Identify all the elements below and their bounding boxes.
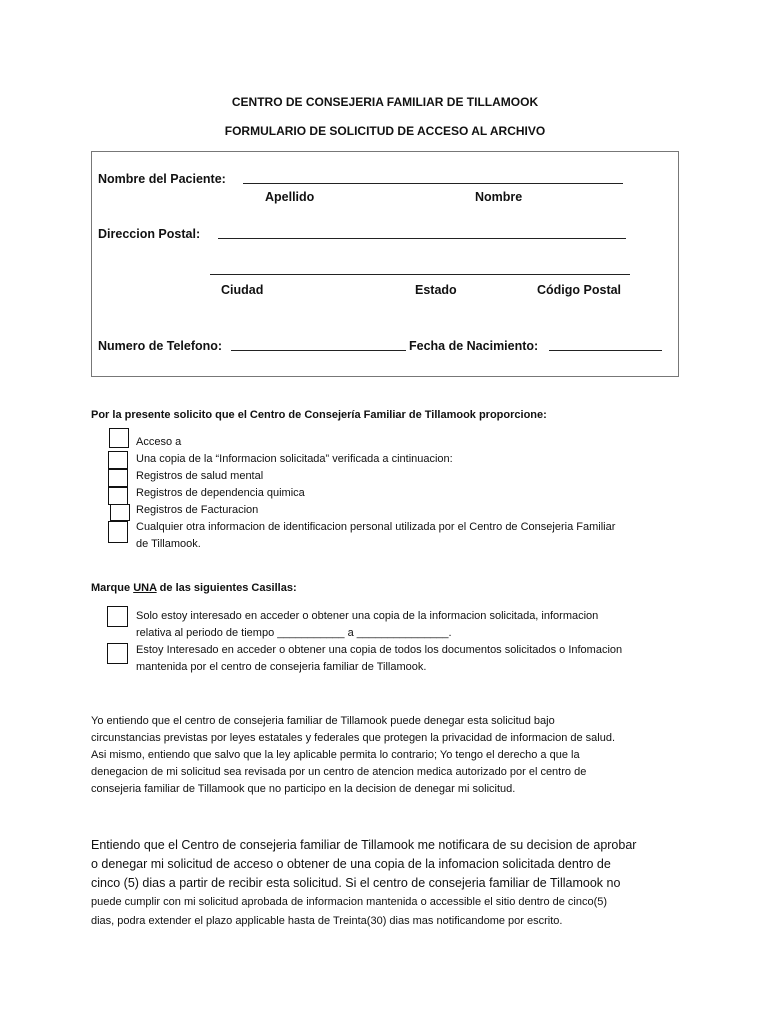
denial-line: consejeria familiar de Tillamook que no participo en la decision de denegar mi solicitud.: [91, 783, 516, 795]
city-caption: Ciudad: [221, 283, 264, 297]
billing-checkbox[interactable]: [110, 504, 130, 521]
state-caption: Estado: [415, 283, 457, 297]
other-info-checkbox[interactable]: [108, 521, 128, 543]
request-item-chemical: Registros de dependencia quimica: [136, 487, 305, 499]
denial-paragraph: [91, 713, 615, 798]
option-specific-period-checkbox[interactable]: [107, 606, 128, 627]
request-item-copy: Una copia de la “Informacion solicitada” verificada a cintinuacion:: [136, 453, 453, 465]
patient-name-label: Nombre del Paciente:: [98, 172, 226, 186]
denial-line: circunstancias previstas por leyes estatales y federales que protegen la privacidad de informacion de salud.: [91, 732, 616, 744]
denial-line: denegacion de mi solicitud sea revisada por un centro de atencion medica autorizado por el centro de: [91, 766, 587, 778]
option-all-line1: Estoy Interesado en acceder o obtener una copia de todos los documentos solicitados o Infomacion: [136, 644, 623, 656]
option-all-documents-checkbox[interactable]: [107, 643, 128, 664]
choice-heading: Marque UNA de las siguientes Casillas:: [91, 582, 297, 594]
denial-line: Asi mismo, entiendo que salvo que la ley aplicable permita lo contrario; Yo tengo el derecho a que la: [91, 749, 580, 761]
firstname-caption: Nombre: [475, 190, 523, 204]
phone-label: Numero de Telefono:: [98, 339, 223, 353]
access-checkbox[interactable]: [109, 428, 129, 448]
request-item-access: Acceso a: [136, 436, 182, 448]
form-title: FORMULARIO DE SOLICITUD DE ACCESO AL ARCHIVO: [224, 124, 546, 138]
request-heading: Por la presente solicito que el Centro de Consejería Familiar de Tillamook proporcione:: [91, 409, 547, 421]
option-all-line2: mantenida por el centro de consejeria familiar de Tillamook.: [136, 661, 427, 673]
mental-health-checkbox[interactable]: [108, 469, 128, 487]
org-title: CENTRO DE CONSEJERIA FAMILIAR DE TILLAMOOK: [231, 95, 539, 109]
request-item-mental-health: Registros de salud mental: [136, 470, 264, 482]
notification-line: dias, podra extender el plazo applicable hasta de Treinta(30) dias mas notificandome por escrito.: [91, 915, 563, 927]
zip-caption: Código Postal: [537, 283, 622, 297]
address-label: Direccion Postal:: [98, 227, 201, 241]
notification-line: puede cumplir con mi solicitud aprobada de informacion mantenida o accessible el sitio dentro de cinco(5): [91, 896, 608, 908]
chemical-dependency-checkbox[interactable]: [108, 487, 128, 505]
dob-label: Fecha de Nacimiento:: [409, 339, 539, 353]
notification-line: o denegar mi solicitud de acceso o obtener de una copia de la infomacion solicitada dentro de: [91, 857, 611, 871]
option-specific-line2: relativa al periodo de tiempo ___________ a _______________.: [136, 627, 452, 639]
phone-field[interactable]: [231, 350, 406, 351]
patient-name-field[interactable]: [243, 183, 623, 184]
notification-line: Entiendo que el Centro de consejeria familiar de Tillamook me notificara de su decision de aprobar: [91, 838, 637, 852]
address-city-state-zip-field[interactable]: [210, 274, 630, 275]
notification-line: cinco (5) dias a partir de recibir esta solicitud. Si el centro de consejeria familiar de Tillamook no: [91, 876, 621, 890]
surname-caption: Apellido: [265, 190, 315, 204]
address-street-field[interactable]: [218, 238, 626, 239]
request-item-other-cont: de Tillamook.: [136, 538, 201, 550]
request-item-billing: Registros de Facturacion: [136, 504, 259, 516]
request-item-other: Cualquier otra informacion de identificacion personal utilizada por el Centro de Consejeria Familiar: [136, 521, 616, 533]
option-specific-line1: Solo estoy interesado en acceder o obtener una copia de la informacion solicitada, informacion: [136, 610, 599, 622]
copy-checkbox[interactable]: [108, 451, 128, 469]
dob-field[interactable]: [549, 350, 662, 351]
denial-line: Yo entiendo que el centro de consejeria familiar de Tillamook puede denegar esta solicitud bajo: [91, 715, 555, 727]
notification-paragraph: [91, 836, 636, 931]
